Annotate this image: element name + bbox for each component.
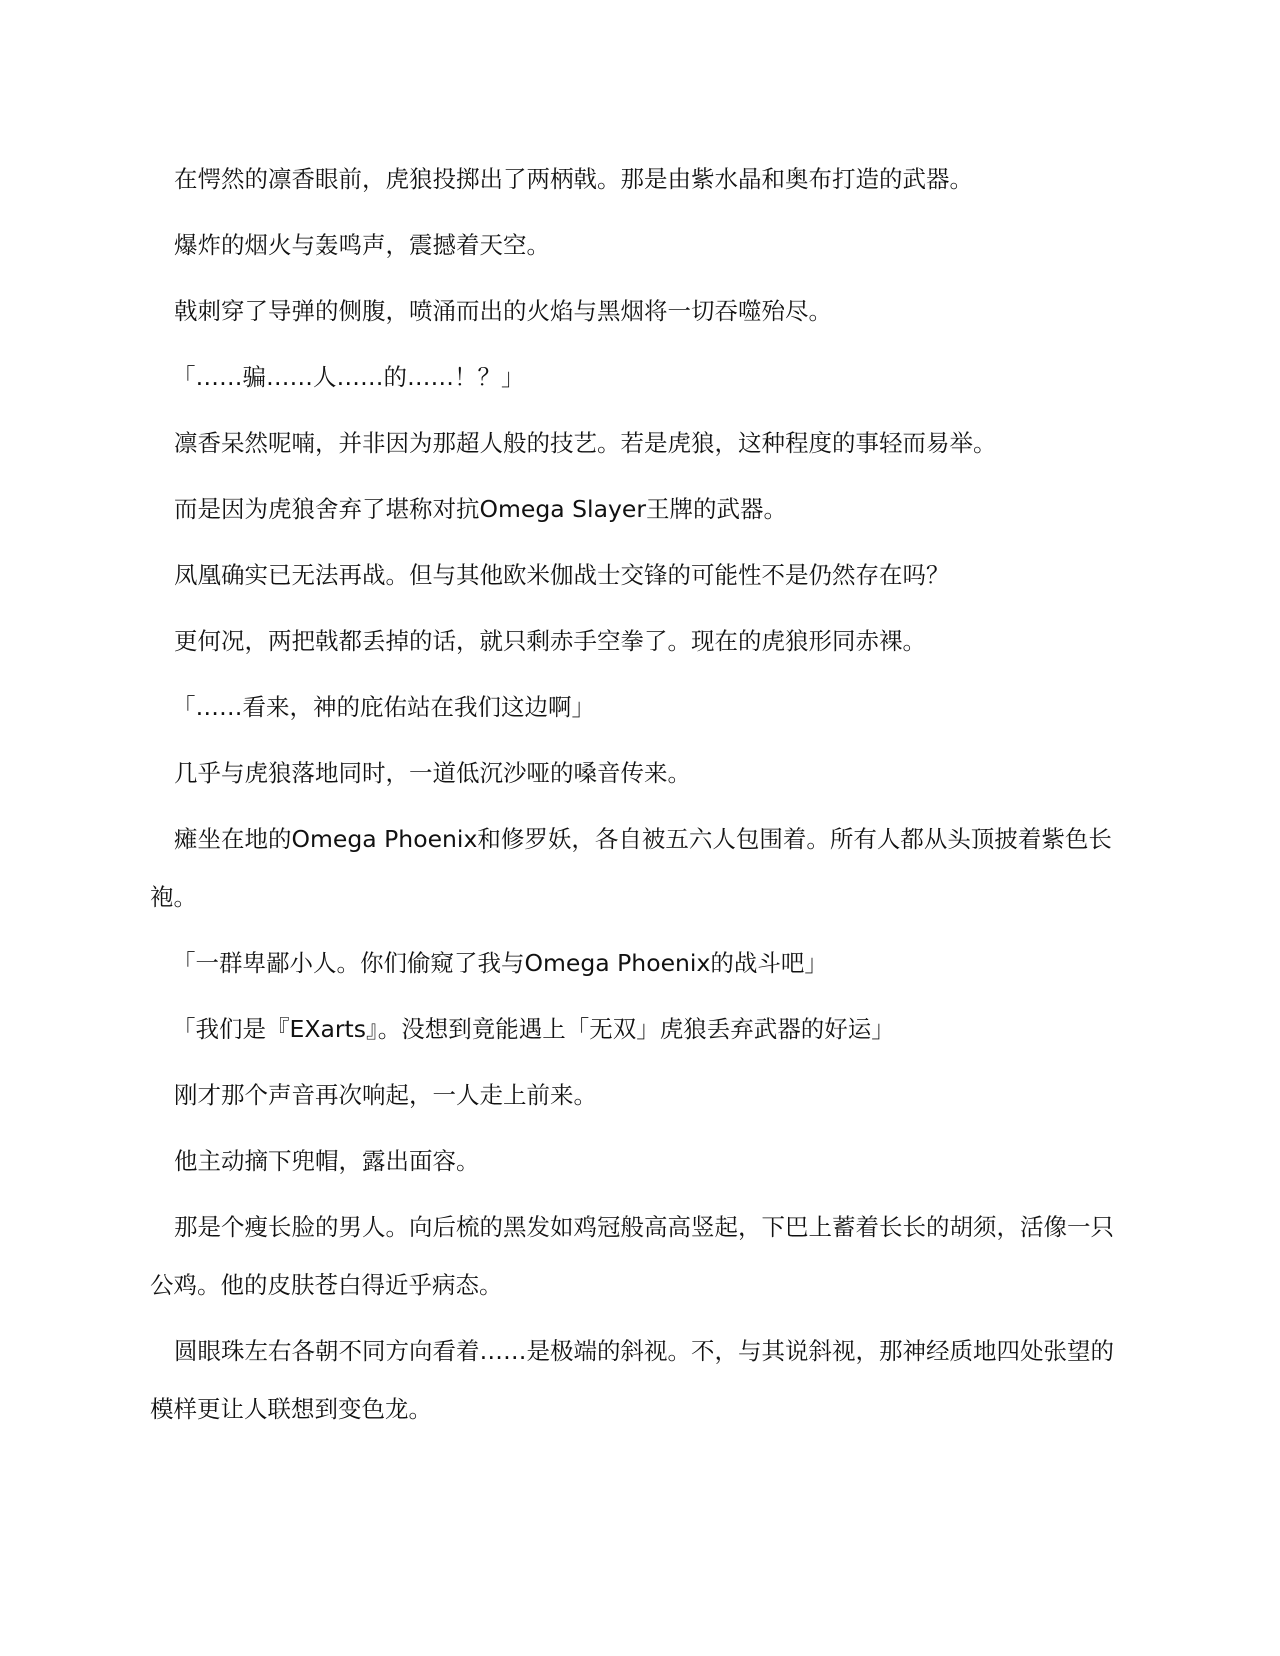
paragraph-3: 戟刺穿了导弹的侧腹，喷涌而出的火焰与黑烟将一切吞噬殆尽。 xyxy=(174,297,832,325)
dialog-line-1: 「……骗……人……的……！？」 xyxy=(172,363,525,391)
body-text xyxy=(150,150,1136,1446)
dialog-line-2: 「……看来，神的庇佑站在我们这边啊」 xyxy=(172,693,595,721)
dialog-line-4: 「我们是『EXarts』。没想到竟能遇上「无双」虎狼丢弃武器的好运」 xyxy=(172,1015,895,1043)
paragraph-14: 刚才那个声音再次响起，一人走上前来。 xyxy=(174,1081,597,1109)
paragraph-16: 那是个瘦长脸的男人。向后梳的黑发如鸡冠般高高竖起，下巴上蓄着长长的胡须，活像一只公鸡。他的皮肤苍白得近乎病态。 xyxy=(150,1213,1114,1299)
paragraph-5: 凛香呆然呢喃，并非因为那超人般的技艺。若是虎狼，这种程度的事轻而易举。 xyxy=(174,429,997,457)
paragraph-1: 在愕然的凛香眼前，虎狼投掷出了两柄戟。那是由紫水晶和奥布打造的武器。 xyxy=(174,165,973,193)
paragraph-17: 圆眼珠左右各朝不同方向看着……是极端的斜视。不，与其说斜视，那神经质地四处张望的模样更让人联想到变色龙。 xyxy=(150,1337,1114,1423)
paragraph-11: 瘫坐在地的Omega Phoenix和修罗妖，各自被五六人包围着。所有人都从头顶披着紫色长袍。 xyxy=(150,825,1112,911)
paragraph-8: 更何况，两把戟都丢掉的话，就只剩赤手空拳了。现在的虎狼形同赤裸。 xyxy=(174,627,926,655)
dialog-line-3: 「一群卑鄙小人。你们偷窥了我与Omega Phoenix的战斗吧」 xyxy=(172,949,828,977)
paragraph-7: 凤凰确实已无法再战。但与其他欧米伽战士交锋的可能性不是仍然存在吗？ xyxy=(174,561,950,589)
paragraph-6: 而是因为虎狼舍弃了堪称对抗Omega Slayer王牌的武器。 xyxy=(174,495,788,523)
paragraph-15: 他主动摘下兜帽，露出面容。 xyxy=(174,1147,480,1175)
paragraph-2: 爆炸的烟火与轰鸣声，震撼着天空。 xyxy=(174,231,550,259)
paragraph-10: 几乎与虎狼落地同时，一道低沉沙哑的嗓音传来。 xyxy=(174,759,691,787)
